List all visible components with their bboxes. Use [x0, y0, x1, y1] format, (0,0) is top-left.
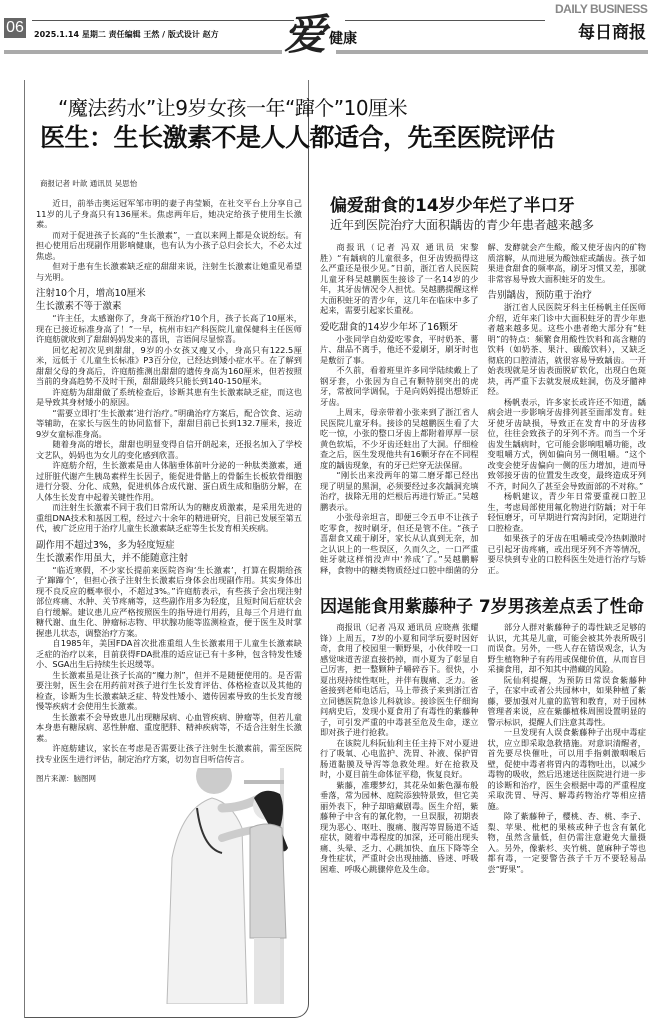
brand-english: DAILY BUSINESS	[555, 2, 648, 16]
paragraph: 浙江省人民医院牙科主任杨帆主任医师介绍，近年来门诊中大面积蛀牙的青少年患者越来越多见。这些小患者绝大部分有“蛀明”的特点：频繁食用酸性饮料和高含糖的饮料（如奶茶、果汁、碳酸饮料），又缺乏彻底的口腔清洁，就很容易导致龋齿。一开始表现就是牙齿表面脱矿软化，出现白色斑块，再严重下去就发展成蛀洞，伤及牙髓神经。	[487, 302, 646, 396]
header-rule	[32, 20, 294, 21]
paragraph: 商报讯（记者 冯双 通讯员 宋黎胜）“有龋病的儿童很多，但牙齿毁损得这么严重还是很少见。”日前，浙江省人民医院儿童牙科吴越鹏医生接诊了一名14岁的少年，其牙齿情况令人担忧。吴越鹏提醒这样大面积蛀牙的青少年，这几年在临床中多了起来，需要引起家长重视。	[320, 242, 479, 315]
paragraph: 而对于促进孩子长高的“生长激素”，一直以来网上都是众说纷纭。有担心使用后出现副作用影响健康，也有认为小孩子总归会长大，不必太过焦虑。	[36, 229, 302, 261]
paragraph: 回忆起初次见到甜甜，9岁的小女孩又瘦又小，身高只有122.5厘米，远低于《儿童生长标准》P3百分位，已经达到矮小症水平。在了解到甜甜父母的身高后，许庭舫推测出甜甜的遗传身高为160厘米，但若按照当前的身高趋势不及时干预，甜甜最终只能长到140-150厘米。	[36, 344, 302, 386]
paragraph: 近日，前举击奥运冠军邹市明的妻子冉莹颖，在社交平台上分享自己11岁的儿子身高只有136厘米。焦虑两年后，她决定给孩子使用生长激素。	[36, 198, 302, 229]
subheading: 副作用不超过3%，多为轻度短症	[36, 539, 175, 551]
paragraph: 除了紫藤种子，樱桃、杏、桃、李子、梨、苹果、枇杷的果核或种子也含有氰化物，虽然含量低，但仍需注意避免大量摄入。另外，像紫杉、夹竹桃、蓖麻种子等也都有毒，一定要警告孩子千万不要轻易品尝“野果”。	[487, 811, 646, 874]
article3-body	[320, 622, 646, 874]
article2-body	[320, 242, 646, 575]
article1-byline: 商报记者 叶歆 通讯员 吴思怡	[40, 179, 138, 188]
paragraph: 上周末，母亲带着小张来到了浙江省人民医院儿童牙科。接诊的吴越鹏医生看了大吃一惊，小张的整口牙齿上都附着厚厚一层黄色软垢，不少牙齿还蛀出了大洞。仔细检查之后，医生发现他共有16颗牙存在不同程度的龋齿现象，有的牙已烂穿无法保留。	[320, 407, 479, 470]
paragraph: 许庭舫介绍，生长激素是由人体脑垂体前叶分泌的一种肽类激素，通过肝脏代谢产生胰岛素样生长因子，能促进骨骼上的骨骺生长板软骨细胞进行分裂、分化、成熟，促进机体合成代谢、蛋白质生成和脂肪分解，在人体生长发育中起着关键性作用。	[36, 460, 302, 502]
subheading: 生长激素不等于激素	[36, 301, 122, 312]
article1-kicker: “魔法药水”让9岁女孩一年“蹿个”10厘米	[58, 96, 408, 120]
paragraph: 商报讯（记者 冯双 通讯员 应晓燕 张耀锋）上周五，7岁的小夏和同学玩耍时因好奇，食用了校园里一颗野果，小伙伴咬一口感觉味道苦涩直接扔掉，而小夏为了彰显自己厉害，把一整颗种子嚼碎吞下。很快，小夏出现持续性呕吐，并伴有腹痛、乏力。爸爸接到老师电话后，马上带孩子来到浙江省立同德医院急诊儿科就诊。接诊医生仔细询问病史后，发现小夏食用了有毒性的紫藤种子，可引发严重的中毒甚至危及生命，遂立即对孩子进行抢救。	[320, 622, 479, 737]
paragraph: 自1985年，美国FDA首次批准重组人生长激素用于儿童生长激素缺乏症的治疗以来，目前获得FDA批准的适应证已有十多种，包含特发性矮小、SGA出生后持续生长迟缓等。	[36, 638, 302, 669]
paragraph: 随着身高的增长，甜甜也明显变得自信开朗起来，还报名加入了学校文艺队，妈妈也为女儿的变化感到欣喜。	[36, 439, 302, 460]
paragraph: 生长激素虽是让孩子长高的“魔力剂”，但并不是随便使用的。是否需要注射，医生会在用药前对孩子进行生长发育评估、体格检查以及其他的检查，诊断为生长激素缺乏症、特发性矮小、遗传因素导致的生长发育缓慢等疾病才会使用生长激素。	[36, 669, 302, 711]
section-logo: 爱	[284, 10, 327, 59]
paragraph: 紫藤，准瓔梦幻，其花朵如紫色瀑布般垂落，常为园林、庭院添独特景致，但它美丽外表下，种子却暗藏剧毒。医生介绍，紫藤种子中含有的氰化物，一旦误服，初期表现为恶心、呕吐、腹痛、腹泻等胃肠道不适症状，随着中毒程度的加深，还可能出现头痛、头晕、乏力、心跳加快、血压下降等全身性症状，严重时会出现抽搐、昏迷、呼吸困难、呼吸心跳骤停危及生命。	[320, 779, 479, 874]
paragraph: “需要立即打‘生长激素’进行治疗。”明确治疗方案后，配合饮食、运动等辅助，在家长与医生的协同监督下，甜甜目前已长到132.7厘米，接近9岁女童标准身高。	[36, 407, 302, 439]
paragraph: 杨帆建议，青少年日常要重视口腔卫生，考虑局部使用氟化物进行防龋；对于年轻恒磨牙，可早期进行窝沟封闭，定期进行口腔检查。	[487, 491, 646, 533]
subheading: 注射10个月，增高10厘米	[36, 288, 146, 299]
header-bar	[4, 50, 282, 54]
paragraph: 小张同学自幼爱吃零食，平时奶茶、薯片、甜品不离手，他还不爱刷牙，刷牙时也是敷衍了事。	[320, 333, 479, 365]
paragraph: 许庭舫为甜甜做了系统检查后，诊断其患有生长激素缺乏症，而这也是导致其身材矮小的原因。	[36, 386, 302, 407]
brand-chinese: 每日商报	[578, 23, 646, 43]
article2-title: 偏爱甜食的14岁少年烂了半口牙	[330, 196, 575, 216]
right-column	[320, 196, 646, 874]
paragraph: 但对于患有生长激素缺乏症的甜甜来说，注射生长激素让她重见希望与光明。	[36, 261, 302, 282]
paragraph: 生长激素不会导致患儿出现糖尿病、心血管疾病、肿瘤等，但若儿童本身患有糖尿病、恶性肿瘤、重度肥胖、精神疾病等，不适合注射生长激素。	[36, 711, 302, 743]
paragraph: 不久前，看着班里许多同学陆续戴上了钢牙套，小张因为自己有颗特别突出的虎牙，常被同学调侃，于是向妈妈提出想矫正牙齿。	[320, 365, 479, 407]
page-number: 06	[4, 18, 26, 38]
paragraph: 小张母亲坦言，即便三令五申不让孩子吃零食，按时刷牙，但还是管不住。“孩子喜甜食又疏于刷牙，家长从认真到无奈，加之认识上的一些误区，久而久之，一口严重蛀牙就这样悄没声中‘养成’了。”吴越鹏解释，食物中的糖类物质经过口腔中细菌的分解、发酵就会产生酸，酸又使牙齿内的矿物质溶解，从而进展为酸蚀症或龋齿。孩子如果进食甜食的频率高，刷牙习惯又差，那就非常容易导致大面积蛀牙的发生。	[320, 242, 646, 575]
subheading: 生长激素作用虽大，并不能随意注射	[36, 552, 189, 564]
paragraph: “刚长出来没两年的第二磨牙都已经出现了明显的黑洞，必须要经过多次龋洞充填治疗，拔除无用的烂根后再进行矫正。”吴越鹏表示。	[320, 470, 479, 512]
paragraph: “临近寒假，不少家长提前来医院咨询‘生长激素’，打算在假期给孩子‘蹿蹿个’，但担心孩子注射生长激素后身体会出现副作用。其实身体出现不良反应的概率很小，不超过3%。”许庭舫表示，有些孩子会出现注射部位疼痛、水肿、关节疼痛等，这些副作用多为轻度，且短时间后症状会自行缓解。建议患儿应严格按照医生的指导进行用药，且每三个月进行血糖代谢、血生化、肿瘤标志物、甲状腺功能等监测检查，便于医生及时掌握患儿状态，调整治疗方案。	[36, 564, 302, 638]
dateline: 2025.1.14 星期二 责任编辑 王然 / 版式设计 赵方	[34, 30, 219, 39]
doctor-measuring-girl-photo	[152, 768, 302, 1004]
paragraph: 部分人群对紫藤种子的毒性缺乏足够的认识，尤其是儿童，可能会被其外表所吸引而误食。另外，一些人存在错误观念，认为野生植物种子有药用或保健价值，从而盲目采摘食用，却不知其中潜藏的风险。	[487, 622, 646, 674]
article2-subtitle: 近年到医院治疗大面积龋齿的青少年患者越来越多	[330, 218, 595, 232]
paragraph: 许庭舫建议，家长在考虑是否需要让孩子注射生长激素前，需至医院找专业医生进行评估，制定治疗方案，切勿盲目听信传言。	[36, 743, 302, 764]
paragraph: “许主任，太感谢你了，身高干预治疗10个月，孩子长高了10厘米，现在已接近标准身高了！”一早，杭州市妇产科医院儿童保健科主任医师许庭舫就收到了甜甜妈妈发来的喜讯，言语间尽显惊喜。	[36, 313, 302, 344]
article1-headline: 医生：生长激素不是人人都适合，先至医院评估	[40, 123, 555, 152]
section-name: 健康	[329, 31, 357, 47]
subheading: 告别龋齿，预防重于治疗	[487, 290, 593, 301]
subheading: 爱吃甜食的14岁少年坏了16颗牙	[320, 321, 459, 333]
article3-title: 因逞能食用紫藤种子 7岁男孩差点丢了性命	[320, 597, 644, 617]
header-bar	[336, 50, 648, 54]
paragraph: 而注射生长激素不同于我们日常所认为的糖皮质激素，是采用先进的重组DNA技术和基因工程，经过六十余年的精进研究，目前已发展至第五代，被广泛应用于治疗儿童生长激素缺乏症等生长发育相关疾病。	[36, 502, 302, 533]
paragraph: 一旦发现有人误食紫藤种子出现中毒症状，应立即采取急救措施。对意识清醒者，首先要尽快催吐，可以用手指刺激咽喉后壁，促使中毒者将胃内的毒物吐出，以减少毒物的吸收，然后迅速送往医院进行进一步的诊断和治疗，医生会根据中毒的严重程度采取洗胃、导泻、解毒药物治疗等相应措施。	[487, 727, 646, 811]
photo-credit: 图片来源：脑图网	[36, 774, 96, 783]
paragraph: 在该院儿科阮仙利主任主持下对小夏进行了吸氧、心电监护、洗胃、补液、保护胃肠道黏膜及导泻等急救处理。好在抢救及时，小夏目前生命体征平稳，恢复良好。	[320, 737, 479, 779]
paragraph: 杨帆表示，许多家长或许还不知道，龋病会进一步影响牙齿排列甚至面部发育。蛀牙使牙齿缺损，导致正在发育中的牙齿移位，往往会致孩子的牙列不齐。而当一个牙齿发生龋病时，它可能会影响咀嚼功能，改变咀嚼方式，例如偏向另一侧咀嚼。“这个改变会使牙齿偏向一侧的压力增加，进而导致邻接牙齿的位置发生改变，最终造成牙列不齐，时间久了甚至会导致面部的不对称。”	[487, 396, 646, 491]
paragraph: 阮仙利提醒，为预防日常误食紫藤种子，在家中或者公共园林中，如果种植了紫藤，要加强对儿童的监管和教育，对于园林管理者来说，应在紫藤植株周围设置明显的警示标识，提醒人们注意其毒性。	[487, 674, 646, 727]
header-rule	[345, 20, 545, 21]
paragraph: 如果孩子的牙齿在咀嚼或受冷热刺激时已引起牙齿疼痛，或出现牙列不齐等情况，要尽快到专业的口腔科医生处进行治疗与矫正。	[487, 533, 646, 575]
article1-body	[36, 198, 302, 1004]
